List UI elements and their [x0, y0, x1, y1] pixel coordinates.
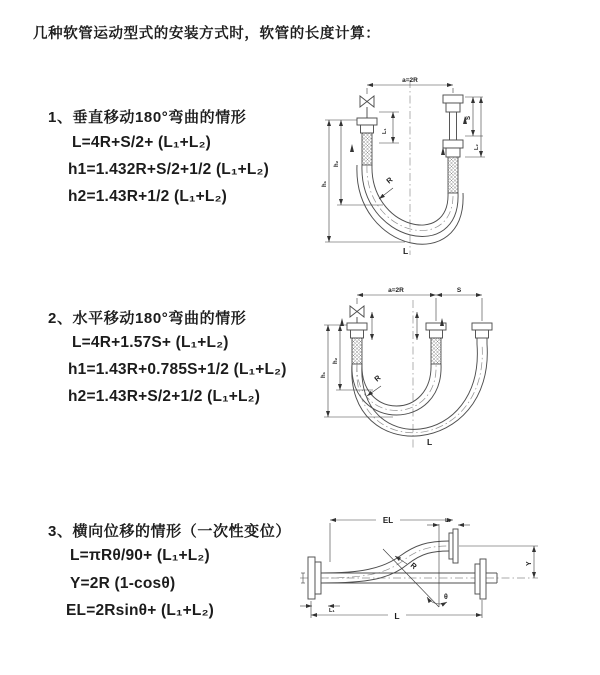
dim-label-h2: h₂ — [334, 160, 340, 167]
section-1-formula-L: L=4R+S/2+ (L₁+L₂) — [72, 134, 212, 151]
dim-label-h1: h₁ — [321, 371, 327, 378]
section-2-heading: 2、水平移动180°弯曲的情形 — [48, 310, 247, 327]
dim-label-l: L — [403, 246, 409, 256]
lower-right-flange — [475, 559, 497, 599]
section-1-formula-h2: h2=1.43R+1/2 (L₁+L₂) — [68, 188, 228, 205]
flow-arrow-icon — [350, 144, 354, 152]
dimension-lines — [321, 287, 482, 447]
left-flange — [308, 557, 321, 599]
dimension-lines — [300, 516, 538, 621]
right-pipe-assembly — [441, 95, 467, 193]
dim-label-theta: θ — [444, 594, 448, 601]
dim-label-l1: L₁ — [329, 608, 335, 614]
dim-label-l2: L₂ — [474, 144, 480, 150]
section-3-formula-L: L=πRθ/90+ (L₁+L₂) — [70, 547, 210, 564]
dim-label-r: R — [384, 175, 395, 186]
section-2-formula-h2: h2=1.43R+S/2+1/2 (L₁+L₂) — [68, 388, 261, 405]
hose-s-curve-displaced — [321, 541, 449, 583]
valve-symbol — [360, 96, 374, 118]
dim-label-h1: h₁ — [322, 180, 328, 187]
dim-label-r: R — [372, 373, 383, 384]
dim-label-y: Y — [526, 561, 533, 566]
diagram-horizontal-180-bend — [315, 282, 600, 465]
upper-right-flange — [449, 529, 458, 563]
section-1-formula-h1: h1=1.432R+S/2+1/2 (L₁+L₂) — [68, 161, 269, 178]
dim-label-l: L — [394, 611, 400, 621]
dim-label-r: R — [408, 560, 419, 572]
dim-label-el: EL — [382, 516, 394, 525]
middle-pipe-assembly — [426, 318, 446, 364]
left-pipe-assembly — [350, 118, 377, 165]
dim-label-l2: L₂ — [445, 518, 451, 524]
dim-label-a2r: a=2R — [388, 287, 404, 294]
section-3-formula-Y: Y=2R (1-cosθ) — [70, 575, 176, 592]
dimension-lines — [322, 77, 485, 256]
section-3-formula-EL: EL=2Rsinθ+ (L₁+L₂) — [66, 602, 215, 619]
dim-label-s: S — [456, 287, 462, 294]
dim-label-a2r: a=2R — [402, 77, 418, 84]
valve-symbol — [350, 306, 364, 323]
dim-label-h2: h₂ — [333, 357, 339, 364]
dim-label-l: L — [427, 437, 433, 447]
centerline — [300, 573, 538, 583]
flow-arrow-icon — [440, 318, 444, 326]
right-pipe-assembly — [472, 323, 492, 344]
section-3-heading: 3、横向位移的情形（一次性变位） — [48, 523, 291, 540]
section-2-formula-L: L=4R+1.57S+ (L₁+L₂) — [72, 334, 229, 351]
hose-u-bend-original — [352, 364, 441, 415]
section-1-heading: 1、垂直移动180°弯曲的情形 — [48, 109, 247, 126]
diagram-lateral-displacement — [298, 500, 600, 658]
dim-label-s: S — [466, 115, 472, 120]
section-2-formula-h1: h1=1.43R+0.785S+1/2 (L₁+L₂) — [68, 361, 287, 378]
diagram-vertical-180-bend — [315, 72, 600, 267]
dim-label-l1: L₁ — [382, 128, 388, 134]
page-title: 几种软管运动型式的安装方式时，软管的长度计算： — [33, 26, 381, 42]
